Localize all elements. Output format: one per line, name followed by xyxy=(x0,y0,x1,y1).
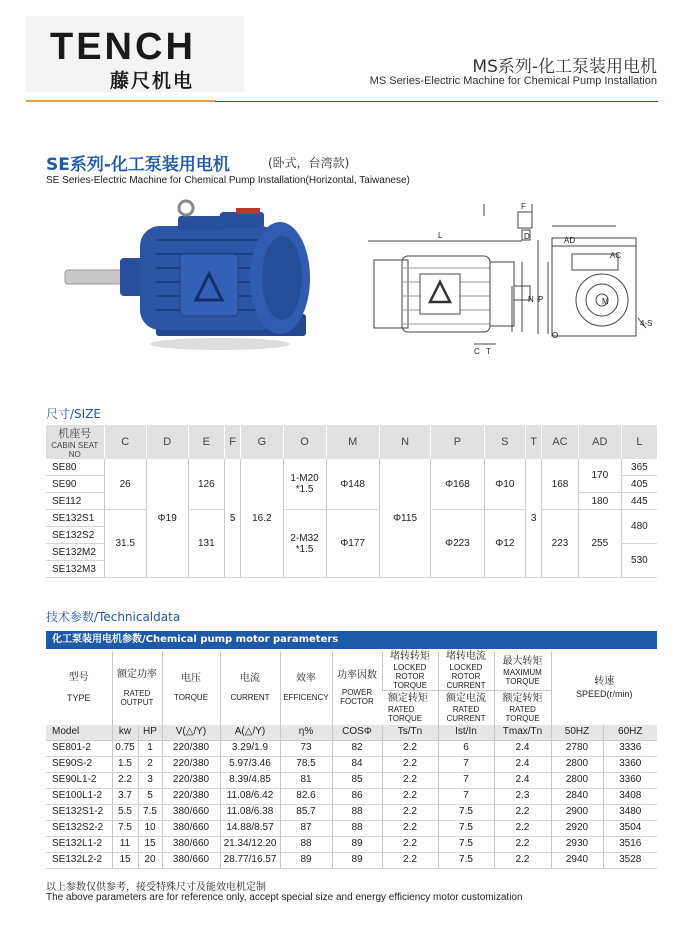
unit-cell: Tmax/Tn xyxy=(494,725,551,741)
value-cell: 3 xyxy=(138,772,162,788)
unit-cell: Ts/Tn xyxy=(382,725,438,741)
value-cell: 2.3 xyxy=(494,788,551,804)
dim-label-L: L xyxy=(438,231,443,240)
header-col: E xyxy=(188,425,225,459)
value-cell: 85.7 xyxy=(280,804,332,820)
brand-name: 藤尺机电 xyxy=(110,70,195,92)
dim-label-T: T xyxy=(486,347,491,356)
size-table xyxy=(46,425,657,578)
value-cell: 82 xyxy=(332,740,382,756)
value-cell: 2.2 xyxy=(494,804,551,820)
value-cell: 73 xyxy=(280,740,332,756)
value-cell: 445 xyxy=(621,493,657,510)
header-divider-gold xyxy=(26,100,216,102)
value-cell: 365 xyxy=(621,459,657,476)
header-rc-en: RATED CURRENT xyxy=(446,704,486,723)
header-col: F xyxy=(225,425,241,459)
value-cell: 15 xyxy=(138,836,162,852)
header-mt xyxy=(494,651,551,691)
value-cell: 8.39/4.85 xyxy=(220,772,280,788)
value-cell: 2.2 xyxy=(494,852,551,868)
table-row xyxy=(46,836,657,852)
value-cell: 88 xyxy=(280,836,332,852)
unit-cell: COSΦ xyxy=(332,725,382,741)
section-title: SE系列-化工泵装用电机 xyxy=(46,155,230,175)
value-cell: 2780 xyxy=(551,740,603,756)
value-cell: 2840 xyxy=(551,788,603,804)
tech-table xyxy=(46,651,657,869)
value-cell: 26 xyxy=(104,459,146,510)
value-cell: 2 xyxy=(138,756,162,772)
value-cell: 7 xyxy=(438,788,494,804)
value-cell: 2930 xyxy=(551,836,603,852)
value-cell: 82.6 xyxy=(280,788,332,804)
size-table-title: 尺寸/SIZE xyxy=(46,407,102,421)
value-cell: 84 xyxy=(332,756,382,772)
header-col: T xyxy=(526,425,542,459)
header-col: C xyxy=(104,425,146,459)
value-cell: 7.5 xyxy=(138,804,162,820)
seat-cell: SE112 xyxy=(46,493,104,510)
dim-label-N: N xyxy=(528,295,534,304)
value-cell: 3528 xyxy=(603,852,657,868)
value-cell: 7.5 xyxy=(438,820,494,836)
value-cell: 2.2 xyxy=(382,740,438,756)
value-cell: 3516 xyxy=(603,836,657,852)
model-cell: SE801-2 xyxy=(46,740,112,756)
value-cell: 380/660 xyxy=(162,852,220,868)
value-cell: 380/660 xyxy=(162,804,220,820)
tech-header-row xyxy=(46,651,657,691)
value-cell: 405 xyxy=(621,476,657,493)
value-cell: 20 xyxy=(138,852,162,868)
value-cell: 255 xyxy=(578,510,621,578)
header-cabin-en: CABIN SEAT NO xyxy=(51,441,99,459)
table-row xyxy=(46,459,657,476)
value-cell: 11.08/6.42 xyxy=(220,788,280,804)
value-cell: 2.2 xyxy=(112,772,138,788)
value-cell: 6 xyxy=(438,740,494,756)
value-cell: Φ223 xyxy=(431,510,484,578)
value-cell: 2.4 xyxy=(494,740,551,756)
header-mt-en: MAXIMUM TORQUE xyxy=(503,667,542,686)
seat-cell: SE132M3 xyxy=(46,561,104,578)
header-current xyxy=(220,651,280,725)
header-title: MS系列-化工泵装用电机 xyxy=(472,57,657,77)
value-cell: 5.5 xyxy=(112,804,138,820)
value-cell: 2800 xyxy=(551,772,603,788)
value-cell: 2.2 xyxy=(382,820,438,836)
value-cell: 10 xyxy=(138,820,162,836)
value-cell: 2.2 xyxy=(494,836,551,852)
header-col: AD xyxy=(578,425,621,459)
table-row xyxy=(46,852,657,868)
value-cell: 3.29/1.9 xyxy=(220,740,280,756)
dimension-drawing xyxy=(362,198,662,356)
model-cell: SE100L1-2 xyxy=(46,788,112,804)
header-rt-en: RATED TORQUE xyxy=(388,704,423,723)
unit-cell: 60HZ xyxy=(603,725,657,741)
value-cell: 3480 xyxy=(603,804,657,820)
dim-label-F: F xyxy=(521,202,526,211)
header-speed-en: SPEED(r/min) xyxy=(575,688,633,699)
header-output xyxy=(112,651,162,725)
header-cabin xyxy=(46,425,104,459)
dim-label-AD: AD xyxy=(564,236,576,245)
header-col: L xyxy=(621,425,657,459)
table-row xyxy=(46,510,657,527)
header-lrc xyxy=(438,651,494,691)
value-cell: 7.5 xyxy=(112,820,138,836)
dim-label-M: M xyxy=(602,297,609,306)
header-pf-en: POWER FOCTOR xyxy=(340,687,374,706)
header-lrc-en: LOCKED ROTOR CURRENT xyxy=(446,663,486,690)
value-cell: Φ148 xyxy=(326,459,379,510)
header-type-en: TYPE xyxy=(66,692,91,703)
model-cell: SE90S-2 xyxy=(46,756,112,772)
header-rt-cn: 额定转矩 xyxy=(388,692,428,704)
value-cell: 81 xyxy=(280,772,332,788)
value-cell: 2.2 xyxy=(382,836,438,852)
value-cell: 85 xyxy=(332,772,382,788)
dim-label-AC: AC xyxy=(610,251,622,260)
model-cell: SE132S1-2 xyxy=(46,804,112,820)
value-cell: 16.2 xyxy=(241,459,283,578)
header-eff xyxy=(280,651,332,725)
header-col: D xyxy=(146,425,188,459)
value-cell: Φ19 xyxy=(146,459,188,578)
value-cell: Φ168 xyxy=(431,459,484,510)
value-cell: 86 xyxy=(332,788,382,804)
header-pf-cn: 功率因数 xyxy=(337,669,377,681)
value-cell: 220/380 xyxy=(162,756,220,772)
value-cell: 89 xyxy=(280,852,332,868)
value-cell: 2-M32 *1.5 xyxy=(283,510,326,578)
header-voltage xyxy=(162,651,220,725)
value-cell: 3360 xyxy=(603,772,657,788)
header-col: G xyxy=(241,425,283,459)
header-subtitle: MS Series-Electric Machine for Chemical Pump Installation xyxy=(369,75,657,87)
value-cell: 220/380 xyxy=(162,772,220,788)
dim-label-S: 4-S xyxy=(640,319,653,328)
header-col: O xyxy=(283,425,326,459)
dim-label-D: D xyxy=(524,232,530,241)
unit-cell: A(△/Y) xyxy=(220,725,280,741)
value-cell: 2.2 xyxy=(382,852,438,868)
value-cell: 220/380 xyxy=(162,788,220,804)
header-output-cn: 额定功率 xyxy=(117,668,157,680)
value-cell: 5 xyxy=(225,459,241,578)
value-cell: 2.2 xyxy=(382,788,438,804)
section-subtitle: (卧式，台湾款) xyxy=(268,156,350,170)
header-speed xyxy=(551,651,657,725)
header-output-en: RATED OUTPUT xyxy=(120,688,154,707)
value-cell: 31.5 xyxy=(104,510,146,578)
value-cell: Φ10 xyxy=(484,459,526,510)
motor-photo xyxy=(60,196,310,356)
value-cell: 1.5 xyxy=(112,756,138,772)
header-current-cn: 电流 xyxy=(240,673,260,685)
value-cell: 126 xyxy=(188,459,225,510)
section-title-en: SE Series-Electric Machine for Chemical Pump Installation(Horizontal, Taiwanese) xyxy=(46,175,410,186)
unit-cell: kw xyxy=(112,725,138,741)
value-cell: 180 xyxy=(578,493,621,510)
seat-cell: SE132M2 xyxy=(46,544,104,561)
value-cell: 131 xyxy=(188,510,225,578)
header-lrt xyxy=(382,651,438,691)
value-cell: 7.5 xyxy=(438,804,494,820)
value-cell: 21.34/12.20 xyxy=(220,836,280,852)
value-cell: 380/660 xyxy=(162,820,220,836)
header-rt2-en: RATED TORQUE xyxy=(505,704,540,723)
dim-label-C: C xyxy=(474,347,480,356)
value-cell: Φ12 xyxy=(484,510,526,578)
value-cell: 0.75 xyxy=(112,740,138,756)
header-lrc-cn: 堵转电流 xyxy=(446,651,486,662)
unit-cell: η% xyxy=(280,725,332,741)
header-cabin-cn: 机座号 xyxy=(58,428,92,440)
header-eff-cn: 效率 xyxy=(296,673,316,685)
value-cell: Φ177 xyxy=(326,510,379,578)
table-row xyxy=(46,740,657,756)
value-cell: 3.7 xyxy=(112,788,138,804)
size-table-header xyxy=(46,425,657,459)
model-cell: SE132S2-2 xyxy=(46,820,112,836)
header-col: AC xyxy=(542,425,579,459)
seat-cell: SE132S2 xyxy=(46,527,104,544)
value-cell: 2920 xyxy=(551,820,603,836)
unit-cell: 50HZ xyxy=(551,725,603,741)
value-cell: 3360 xyxy=(603,756,657,772)
footer-note-en: The above parameters are for reference only, accept special size and energy efficiency motor customization xyxy=(46,892,523,903)
value-cell: 28.77/16.57 xyxy=(220,852,280,868)
value-cell: 15 xyxy=(112,852,138,868)
model-cell: SE90L1-2 xyxy=(46,772,112,788)
value-cell: 3408 xyxy=(603,788,657,804)
value-cell: 89 xyxy=(332,852,382,868)
header-col: M xyxy=(326,425,379,459)
value-cell: 1 xyxy=(138,740,162,756)
value-cell: 14.88/8.57 xyxy=(220,820,280,836)
table-row xyxy=(46,788,657,804)
tech-table-bar: 化工泵装用电机参数/Chemical pump motor parameters xyxy=(46,631,657,649)
header-mt-cn: 最大转矩 xyxy=(502,655,543,667)
table-row xyxy=(46,772,657,788)
header-voltage-en: TORQUE xyxy=(173,693,209,703)
dim-label-P: P xyxy=(538,295,544,304)
value-cell: 2.4 xyxy=(494,756,551,772)
header-col: N xyxy=(379,425,431,459)
header-divider-blue xyxy=(215,101,658,102)
value-cell: 530 xyxy=(621,544,657,578)
dim-label-O: O xyxy=(552,331,559,340)
value-cell: 7.5 xyxy=(438,836,494,852)
unit-cell: Model xyxy=(46,725,112,741)
value-cell: 3 xyxy=(526,459,542,578)
value-cell: 2.2 xyxy=(382,772,438,788)
seat-cell: SE80 xyxy=(46,459,104,476)
tech-table-title: 技术参数/Technicaldata xyxy=(46,610,181,624)
value-cell: 11 xyxy=(112,836,138,852)
table-row xyxy=(46,756,657,772)
value-cell: 3504 xyxy=(603,820,657,836)
header-type xyxy=(46,651,112,725)
footer-note-cn: 以上参数仅供参考，接受特殊尺寸及能效电机定制 xyxy=(46,882,266,893)
value-cell: 3336 xyxy=(603,740,657,756)
value-cell: 170 xyxy=(578,459,621,493)
header-col: P xyxy=(431,425,484,459)
unit-cell: HP xyxy=(138,725,162,741)
header-rt2-cn: 额定转矩 xyxy=(502,692,543,704)
value-cell: 5.97/3.46 xyxy=(220,756,280,772)
value-cell: 5 xyxy=(138,788,162,804)
value-cell: 7 xyxy=(438,756,494,772)
header-rc xyxy=(438,691,494,725)
table-row xyxy=(46,820,657,836)
value-cell: 7 xyxy=(438,772,494,788)
value-cell: Φ115 xyxy=(379,459,431,578)
value-cell: 87 xyxy=(280,820,332,836)
model-cell: SE132L1-2 xyxy=(46,836,112,852)
header-type-cn: 型号 xyxy=(68,671,89,683)
value-cell: 89 xyxy=(332,836,382,852)
value-cell: 88 xyxy=(332,820,382,836)
value-cell: 1-M20 *1.5 xyxy=(283,459,326,510)
value-cell: 2.2 xyxy=(494,820,551,836)
header-rt2 xyxy=(494,691,551,725)
value-cell: 7.5 xyxy=(438,852,494,868)
header-eff-en: EFFICENCY xyxy=(283,693,329,703)
model-cell: SE132L2-2 xyxy=(46,852,112,868)
value-cell: 2.2 xyxy=(382,804,438,820)
value-cell: 88 xyxy=(332,804,382,820)
header-pf xyxy=(332,651,382,725)
value-cell: 220/380 xyxy=(162,740,220,756)
units-row xyxy=(46,725,657,741)
header-lrt-cn: 堵转转矩 xyxy=(390,651,430,662)
unit-cell: Ist/In xyxy=(438,725,494,741)
brand-logo: TENCH xyxy=(50,26,196,68)
header-lrt-en: LOCKED ROTOR TORQUE xyxy=(392,663,428,690)
value-cell: 11.08/6.38 xyxy=(220,804,280,820)
header-voltage-cn: 电压 xyxy=(181,673,201,685)
header-current-en: CURRENT xyxy=(230,693,270,703)
header-speed-cn: 转速 xyxy=(594,675,615,687)
value-cell: 168 xyxy=(542,459,579,510)
unit-cell: V(△/Y) xyxy=(162,725,220,741)
value-cell: 2.2 xyxy=(382,756,438,772)
value-cell: 480 xyxy=(621,510,657,544)
value-cell: 2.4 xyxy=(494,772,551,788)
value-cell: 78.5 xyxy=(280,756,332,772)
value-cell: 2800 xyxy=(551,756,603,772)
header-rt xyxy=(382,691,438,725)
value-cell: 2900 xyxy=(551,804,603,820)
value-cell: 380/660 xyxy=(162,836,220,852)
table-row xyxy=(46,804,657,820)
seat-cell: SE132S1 xyxy=(46,510,104,527)
header-rc-cn: 额定电流 xyxy=(446,692,486,704)
seat-cell: SE90 xyxy=(46,476,104,493)
value-cell: 2940 xyxy=(551,852,603,868)
value-cell: 223 xyxy=(542,510,579,578)
header-col: S xyxy=(484,425,526,459)
